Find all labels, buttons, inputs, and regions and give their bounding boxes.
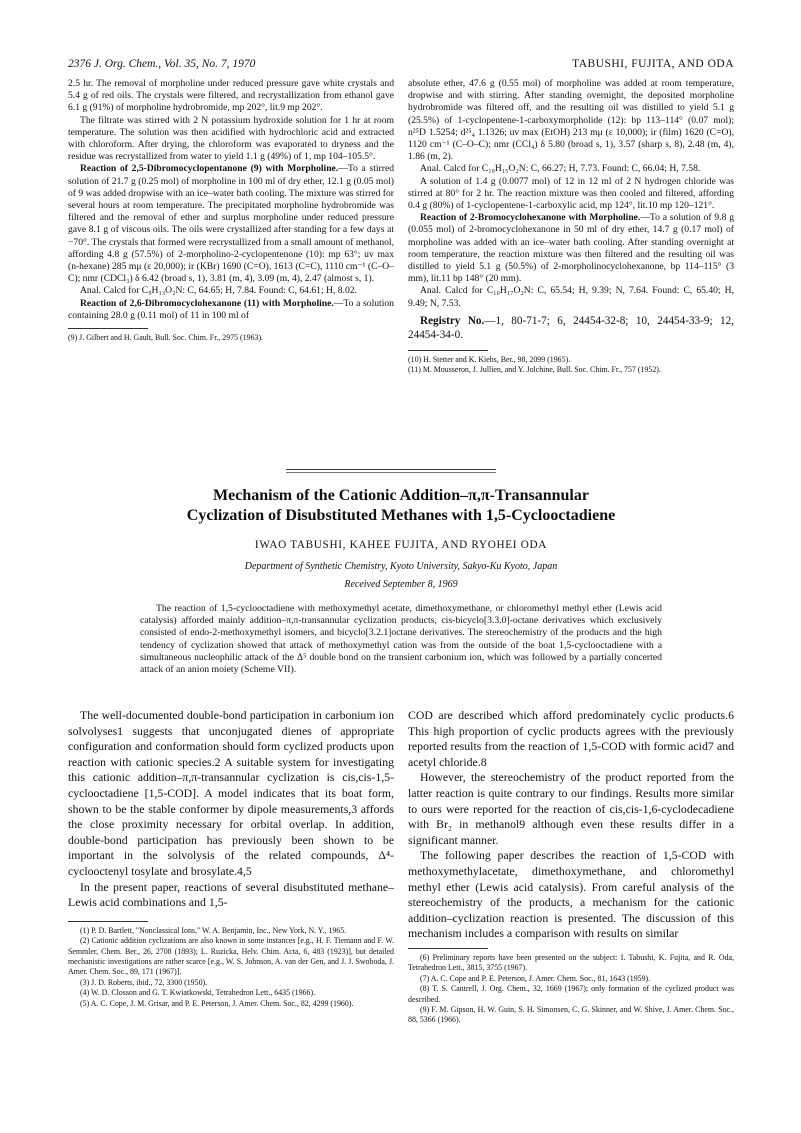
footnote: (7) A. C. Cope and P. E. Peterson, J. Amer. Chem. Soc., 81, 1643 (1959). [420, 973, 651, 983]
footnote: (9) J. Gilbert and H. Gault, Bull. Soc. Chim. Fr., 2975 (1963). [68, 333, 264, 343]
running-header [68, 58, 734, 76]
paragraph: The well-documented double-bond participation in carbonium ion solvolyses1 suggests that unconjugated dienes of appropriate configuration and conformation should form cyclized products upon reaction with cationic species.2 A suitable system for investigating this cationic addition–π,π-transannular cyclization is cis,cis-1,5-cyclooctadiene [1,5-COD]. A model indicates that its boat form, shown to be the stable conformer by dipole measurements,3 affords the close proximity necessary for orbital overlap. In addition, double-bond participation has previously been shown to be important in the solvolysis of the related compounds, Δ⁴-cyclooctenyl tosylate and brosylate.4,5 [68, 708, 394, 878]
body-left-column [68, 708, 394, 1009]
footnote: (1) P. D. Bartlett, "Nonclassical Ions," W. A. Benjamin, Inc., New York, N. Y., 1965. [80, 925, 347, 935]
paragraph: In the present paper, reactions of several disubstituted methane–Lewis acid combinations and 1,5- [68, 879, 394, 910]
paragraph-text: —To a stirred solution of 21.7 g (0.25 mol) of morpholine in 100 ml of dry ether, 12.1 g (0.05 mol) of 9 was added dropwise with an ice–water bath cooling. The mixture was stirred for several hours at room temperature. The precipitated morpholine hydrobromide was filtered and the removal of ether and surplus morpholine under reduced pressure gave 8.1 g of viscous oils. The oils were crystallized after standing for a few days at −70°. The crystals that formed were recrystallized from a small amount of methanol, affording 4.8 g (57.5%) of 2-morpholino-2-cyclopentenone (10): mp 63°; uv max (n-hexane) 285 mμ (ε 20,000); ir (KBr) 1690 (C=O), 1613 (C=C), 1110 cm⁻¹ (C–O–C); nmr (CDCl₃) δ 6.42 (broad s, 1), 3.81 (m, 4), 3.09 (m, 4), 2.47 (almost s, 1). [68, 163, 394, 285]
section-heading: Reaction of 2,6-Dibromocyclohexanone (11) with Morpholine. [80, 297, 334, 309]
footnote: (6) Preliminary reports have been presented on the subject: I. Tabushi, K. Fujita, and R. Oda, Tetrahedron Lett., 3815, 3755 (1967). [408, 952, 734, 973]
paragraph [68, 298, 394, 322]
paragraph: The filtrate was stirred with 2 N potassium hydroxide solution for 1 hr at room temperature. The solution was then acidified with hydrochloric acid and extracted with chloroform. After drying, the chloroform was evaporated to dryness and the residue was recrystallized from water to yield 1.1 g (49%) of 1, mp 104–105.5°. [68, 114, 394, 163]
section-heading: Reaction of 2,5-Dibromocyclopentanone (9) with Morpholine. [80, 163, 339, 175]
paragraph [408, 212, 734, 285]
paragraph: 2.5 hr. The removal of morpholine under reduced pressure gave white crystals and 5.4 g of red oils. The crystals were filtered, and recrystallization from ethanol gave 6.1 g (91%) of morpholine hydrobromide, mp 202°, lit.9 mp 202°. [68, 78, 394, 114]
paragraph: COD are described which afford predominately cyclic products.6 This high proportion of cyclic products agrees with the previously reported results from the reaction of 1,5-COD with formic acid7 and acetyl chloride.8 [408, 708, 734, 769]
abstract: The reaction of 1,5-cyclooctadiene with methoxymethyl acetate, dimethoxymethane, or chloromethyl methyl ether (Lewis acid catalysis) afforded mainly addition–π,π-transannular cyclization products, cis-bicyclo[3.3.0]-octane derivatives which exclusively consisted of endo-2-methoxymethyl isomers, and bicyclo[3.2.1]octane derivatives. The stereochemistry of the products and the high tendency of cyclization showed that attack of methoxymethyl cation was from the outside of the boat 1,5-cyclooctadiene with a simultaneous nucleophilic attack of the Δ⁵ double bond on the transient carbonium ion, which was followed by a partially concerted attack of an anion moiety (Scheme VII). [140, 603, 662, 676]
paragraph-text: —To a solution of 9.8 g (0.055 mol) of 2-bromocyclohexanone in 50 ml of dry ether, 14.7 g (0.17 mol) of morpholine was added with an ice–water bath cooling. After standing overnight at room temperature, the reaction mixture was then filtered and the resulting oil was distilled to yield 5.1 g (50.5%) of 2-morpholinocyclohexanone, bp 114–115° (3 mm), lit.11 bp 148° (20 mm). [408, 212, 734, 285]
page-journal-citation: 2376 J. Org. Chem., Vol. 35, No. 7, 1970 [68, 58, 256, 70]
top-left-column [68, 78, 394, 343]
running-authors: TABUSHI, FUJITA, AND ODA [572, 58, 734, 70]
footnote: (5) A. C. Cope, J. M. Grisar, and P. E. Peterson, J. Amer. Chem. Soc., 82, 4299 (1960). [80, 998, 354, 1008]
title-line: Mechanism of the Cationic Addition–π,π-Transannular [213, 487, 589, 504]
registry-heading: Registry No. [420, 314, 485, 327]
footnote: (3) J. D. Roberts, ibid., 72, 3300 (1950). [80, 977, 208, 987]
analysis-paragraph: Anal. Calcd for C₁₀H₁₅O₂N: C, 66.27; H, 7.73. Found: C, 66.04; H, 7.58. [420, 163, 701, 175]
paragraph: However, the stereochemistry of the product reported from the latter reaction is quite contrary to our findings. Results more similar to ours were reported for the reaction of cis,cis-1,6-cyclodecadiene with Br₂ in methanol9 although even these results differ in a significant manner. [408, 770, 734, 847]
article-title [90, 486, 712, 526]
paragraph: A solution of 1.4 g (0.0077 mol) of 12 in 12 ml of 2 N hydrogen chloride was stirred at 80° for 2 hr. The reaction mixture was then cooled and filtered, affording 0.4 g (80%) of 1-cyclopentene-1-carboxylic acid, mp 124°, lit.10 mp 120–121°. [408, 175, 734, 212]
analysis-paragraph: Anal. Calcd for C₉H₁₃O₂N: C, 64.65; H, 7.84. Found: C, 64.61; H, 8.02. [80, 285, 357, 297]
footnote: (8) T. S. Cantrell, J. Org. Chem., 32, 1669 (1967); only formation of the cyclized product was described. [408, 984, 734, 1004]
footnote-rule [68, 921, 148, 922]
footnote: (10) H. Stetter and K. Kiehs, Ber., 98, 2099 (1965). [408, 354, 571, 364]
footnote-rule [408, 350, 488, 351]
title-line: Cyclization of Disubstituted Methanes with 1,5-Cyclooctadiene [186, 507, 616, 524]
registry-text: —1, 80-71-7; 6, 24454-32-8; 10, 24454-33-9; 12, 24454-34-0. [408, 314, 734, 341]
footnote-rule [68, 328, 148, 329]
received-date: Received September 8, 1969 [344, 579, 458, 590]
body-right-column [408, 708, 734, 1026]
paragraph [68, 163, 394, 285]
footnote-rule [408, 948, 488, 949]
footnote: (11) M. Mousseron, J. Jullien, and Y. Jolchine, Bull. Soc. Chim. Fr., 757 (1952). [408, 365, 661, 375]
article-separator [286, 472, 496, 473]
footnote: (2) Cationic addition cyclizations are also known in some instances [e.g., H. F. Tiemann and F. W. Semmler, Chem. Ber., 26, 2708 (1893); L. Ruzicka, Helv. Chim. Acta, 6, 483 (1923)], but detailed mechanistic investigations are rather scarce [e.g., W. S. Johnson, A. van der Gen, and J. J. Swoboda, J. Amer. Chem. Soc., 89, 171 (1967)]. [68, 936, 394, 977]
paragraph: The following paper describes the reaction of 1,5-COD with methoxymethylacetate, dimethoxymethane, and chloromethyl methyl ether (Lewis acid catalysis). From careful analysis of the stereochemistry of the products, a mechanism for the cationic addition–cyclization reaction is presented. The discussion of this mechanism includes a comparison with results on similar [408, 848, 734, 941]
footnote: (4) W. D. Closson and G. T. Kwiatkowski, Tetrahedron Lett., 6435 (1966). [80, 988, 316, 998]
footnote: (9) F. M. Gipson, H. W. Guin, S. H. Simonsen, C. G. Skinner, and W. Shive, J. Amer. Chem. Soc., 88, 5366 (1966). [408, 1004, 734, 1025]
article-authors: IWAO TABUSHI, KAHEE FUJITA, AND RYOHEI ODA [254, 539, 548, 551]
paragraph: absolute ether, 47.6 g (0.55 mol) of morpholine was added at room temperature, dropwise and with stirring. After standing overnight, the deposited morpholine hydrobromide was filtered off, and the resulting oil was distilled to yield 5.1 g (25.5%) of 1-cyclopentene-1-carboxymorpholide (12): bp 113–114° (0.07 mol); n²⁵D 1.5254; d²⁵₄ 1.1326; uv max (EtOH) 213 mμ (ε 10,000); ir (film) 1620 (C=O), 1120 cm⁻¹ (C–O–C); nmr (CCl₄) δ 5.80 (broad s, 1), 3.57 (sharp s, 8), 2.48 (m, 4), 1.86 (m, 2). [408, 78, 734, 163]
analysis-paragraph: Anal. Calcd for C₁₀H₁₇O₂N: C, 65.54; H, 9.39; N, 7.64. Found: C, 65.40; H, 9.49; N, 7.53. [408, 285, 734, 309]
registry-numbers [408, 314, 734, 342]
affiliation: Department of Synthetic Chemistry, Kyoto University, Sakyo-Ku Kyoto, Japan [244, 561, 558, 572]
paragraph-text: —To a solution containing 28.0 g (0.11 mol) of 11 in 100 ml of [68, 297, 394, 321]
section-heading: Reaction of 2-Bromocyclohexanone with Morpholine. [420, 212, 641, 224]
top-right-column [408, 78, 734, 376]
article-separator [286, 469, 496, 470]
